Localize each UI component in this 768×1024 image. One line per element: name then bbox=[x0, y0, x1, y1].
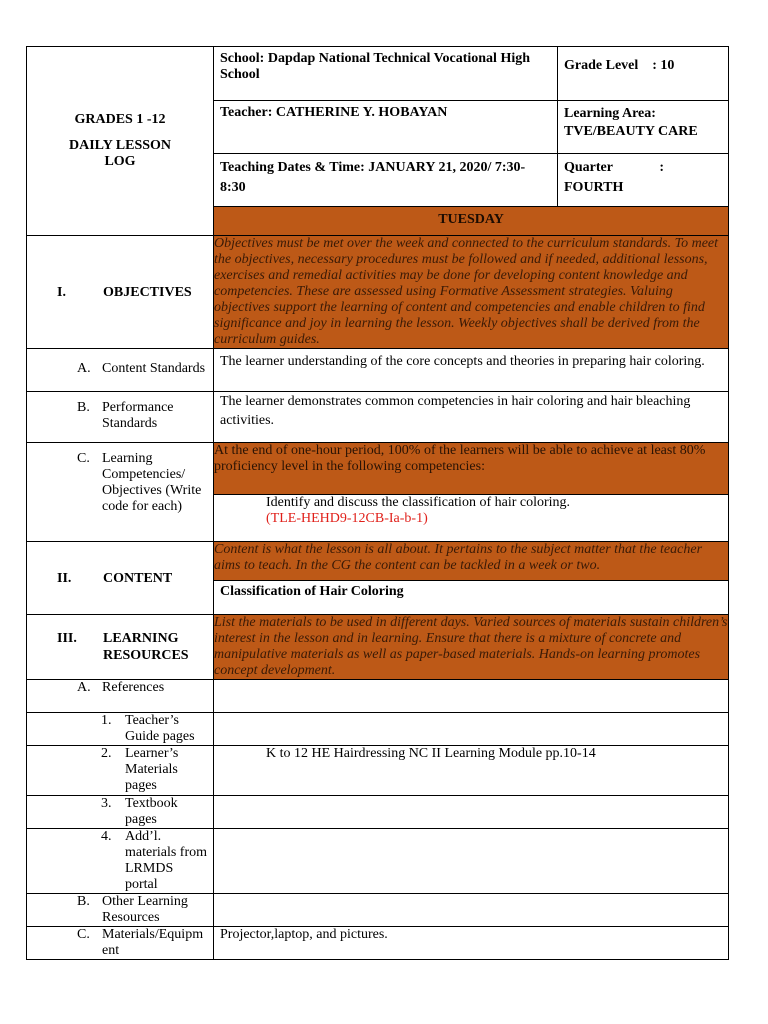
references-letter: A. bbox=[77, 680, 91, 695]
performance-letter: B. bbox=[77, 400, 90, 415]
teacher-name: Teacher: CATHERINE Y. HOBAYAN bbox=[220, 105, 448, 120]
materials-label: Materials/Equipm ent bbox=[102, 927, 204, 958]
performance-label-cell bbox=[27, 392, 214, 443]
other-label-cell bbox=[27, 894, 214, 927]
other-label: Other Learning Resources bbox=[102, 894, 188, 925]
materials-value-cell bbox=[214, 927, 729, 960]
tb-num: 3. bbox=[101, 796, 112, 811]
tg-label-cell bbox=[27, 713, 214, 746]
content-standards-label: Content Standards bbox=[102, 361, 206, 376]
log-title-cell bbox=[27, 47, 214, 236]
daily-lesson-log-table bbox=[26, 46, 729, 960]
competency-code: (TLE-HEHD9-12CB-Ia-b-1) bbox=[266, 511, 428, 526]
content-standards-label-cell bbox=[27, 349, 214, 392]
performance-value: The learner demonstrates common competencies in hair coloring and hair bleaching activities. bbox=[214, 392, 729, 443]
quarter-colon: : bbox=[659, 160, 664, 175]
resources-label-2: RESOURCES bbox=[103, 648, 189, 663]
tb-label: Textbook pages bbox=[125, 796, 178, 827]
teaching-dates: Teaching Dates & Time: JANUARY 21, 2020/ 7:30- 8:30 bbox=[220, 160, 526, 195]
learning-area-value: TVE/BEAUTY CARE bbox=[564, 124, 698, 139]
lm-label: Learner’s Materials pages bbox=[125, 746, 179, 793]
content-label-cell bbox=[27, 542, 214, 615]
lm-label-cell bbox=[27, 746, 214, 796]
school-cell bbox=[214, 47, 558, 101]
content-label: CONTENT bbox=[103, 570, 173, 586]
add-label: Add’l. materials from LRMDS portal bbox=[125, 829, 208, 892]
lm-value-cell bbox=[214, 746, 729, 796]
content-standards-value: The learner understanding of the core concepts and theories in preparing hair coloring. bbox=[214, 349, 729, 392]
quarter-cell bbox=[558, 154, 729, 207]
grade-level-cell bbox=[558, 47, 729, 101]
teacher-cell bbox=[214, 101, 558, 154]
other-letter: B. bbox=[77, 894, 90, 909]
performance-label: Performance Standards bbox=[102, 400, 174, 431]
quarter-label: Quarter bbox=[564, 160, 613, 175]
grade-level: Grade Level : 10 bbox=[564, 58, 675, 73]
resources-note: List the materials to be used in different days. Varied sources of materials sustain children’s interest in the lesson and in learning. Ensure that there is a mixture of concrete and manipulative materials as well as paper-based materials. Hands-on learning promotes concept development. bbox=[214, 615, 728, 678]
add-num: 4. bbox=[101, 829, 112, 844]
tb-value bbox=[214, 796, 729, 829]
tb-label-cell bbox=[27, 796, 214, 829]
competency-item-cell bbox=[214, 495, 729, 542]
tg-value bbox=[214, 713, 729, 746]
tg-label: Teacher’s Guide pages bbox=[125, 713, 195, 744]
add-label-cell bbox=[27, 829, 214, 894]
materials-label-cell bbox=[27, 927, 214, 960]
lm-num: 2. bbox=[101, 746, 112, 761]
competencies-letter: C. bbox=[77, 451, 90, 466]
materials-letter: C. bbox=[77, 927, 90, 942]
content-standards-letter: A. bbox=[77, 361, 91, 376]
resources-num: III. bbox=[57, 631, 77, 646]
resources-label-cell bbox=[27, 615, 214, 680]
lm-value: K to 12 HE Hairdressing NC II Learning Module pp.10-14 bbox=[266, 746, 596, 761]
objectives-note: Objectives must be met over the week and connected to the curriculum standards. To meet the objectives, necessary procedures must be followed and if needed, additional lessons, exercises and remedial activities may be done for developing content knowledge and competencies. These are assessed using Formative Assessment strategies. Valuing objectives support the learning of content and competencies and enable children to find significance and joy in learning the lesson. Weekly objectives shall be derived from the curriculum guides. bbox=[214, 236, 729, 349]
school-name: School: Dapdap National Technical Vocational High School bbox=[220, 51, 531, 82]
other-value bbox=[214, 894, 729, 927]
objectives-label: OBJECTIVES bbox=[103, 284, 192, 300]
objectives-num: I. bbox=[57, 284, 66, 300]
competencies-label-cell bbox=[27, 443, 214, 542]
day-cell bbox=[214, 207, 729, 236]
tg-num: 1. bbox=[101, 713, 112, 728]
competency-item: Identify and discuss the classification of hair coloring. bbox=[266, 495, 571, 510]
objectives-label-cell bbox=[27, 236, 214, 349]
content-num: II. bbox=[57, 570, 72, 586]
grades-title: GRADES 1 -12 bbox=[74, 112, 166, 127]
competencies-intro: At the end of one-hour period, 100% of the learners will be able to achieve at least 80% proficiency level in the following competencies: bbox=[214, 443, 729, 495]
content-value: Classification of Hair Coloring bbox=[214, 581, 729, 615]
content-note: Content is what the lesson is all about. It pertains to the subject matter that the teacher aims to teach. In the CG the content can be tackled in a week or two. bbox=[214, 542, 729, 581]
quarter-value: FOURTH bbox=[564, 180, 624, 195]
teaching-dates-cell bbox=[214, 154, 558, 207]
resources-label-1: LEARNING bbox=[103, 631, 179, 646]
references-label-cell bbox=[27, 680, 214, 713]
log-title: LOG bbox=[104, 154, 136, 169]
references-value bbox=[214, 680, 729, 713]
materials-value: Projector,laptop, and pictures. bbox=[220, 927, 388, 942]
day-label: TUESDAY bbox=[438, 212, 504, 227]
add-value bbox=[214, 829, 729, 894]
daily-lesson-title: DAILY LESSON bbox=[68, 138, 172, 153]
learning-area-cell bbox=[558, 101, 729, 154]
competencies-label: Learning Competencies/ Objectives (Write code for each) bbox=[102, 451, 202, 514]
objectives-heading bbox=[27, 284, 213, 301]
learning-area-label: Learning Area: bbox=[564, 106, 656, 121]
references-label: References bbox=[102, 680, 165, 695]
